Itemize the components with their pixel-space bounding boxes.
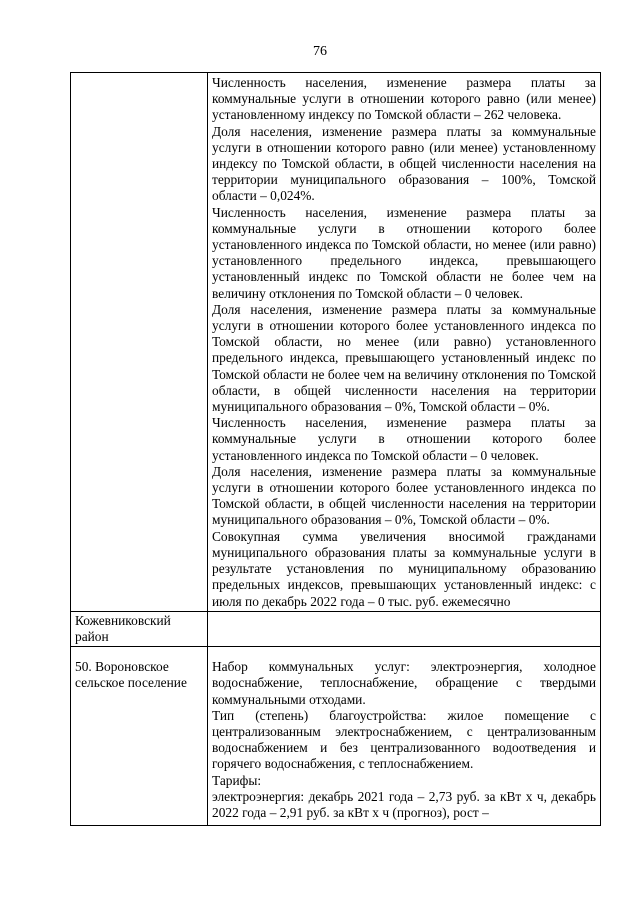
description-cell <box>208 611 601 646</box>
table-row <box>71 647 601 826</box>
page-number: 76 <box>313 44 327 59</box>
municipality-cell <box>71 73 208 612</box>
paragraph: Тип (степень) благоустройства: жилое помещение с централизованным электроснабжением, с централизованным водоснабжением и без централизованного водоотведения и горячего водоснабжения, с теплоснабжением. <box>212 707 596 772</box>
paragraph: Доля населения, изменение размера платы за коммунальные услуги в отношении которого более установленного индекса по Томской области, в общей численности населения на территории муниципального образования – 0%, Томской области – 0%. <box>212 463 596 528</box>
data-table <box>70 72 601 826</box>
table-row <box>71 611 601 646</box>
description-cell <box>208 73 601 612</box>
paragraph: Доля населения, изменение размера платы за коммунальные услуги в отношении которого равно (или менее) установленному индексу по Томской области, в общей численности населения на территории муниципального образования – 100%, Томской области – 0,024%. <box>212 123 596 204</box>
paragraph: электроэнергия: декабрь 2021 года – 2,73 руб. за кВт х ч, декабрь 2022 года – 2,91 руб. за кВт х ч (прогноз), рост – <box>212 788 596 820</box>
paragraph: Численность населения, изменение размера платы за коммунальные услуги в отношении которого более установленного индекса по Томской области – 0 человек. <box>212 415 596 463</box>
paragraph: Доля населения, изменение размера платы за коммунальные услуги в отношении которого более установленного индекса по Томской области, но менее (или равно) установленного предельного индекса, превышающего установленный индекс по Томской области не более чем на величину отклонения по Томской области, в общей численности населения на территории муниципального образования – 0%, Томской области – 0%. <box>212 301 596 415</box>
municipality-cell: 50. Вороновское сельское поселение <box>71 647 208 826</box>
paragraph: Численность населения, изменение размера платы за коммунальные услуги в отношении которого равно (или менее) установленному индексу по Томской области – 262 человека. <box>212 75 596 123</box>
paragraph: Совокупная сумма увеличения вносимой гражданами муниципального образования платы за коммунальные услуги в результате установления по муниципальному образованию предельных индексов, превышающих установленный индекс: с июля по декабрь 2022 года – 0 тыс. руб. ежемесячно <box>212 528 596 609</box>
paragraph: Тарифы: <box>212 772 262 788</box>
table-row <box>71 73 601 612</box>
district-heading-cell: Кожевниковский район <box>71 611 208 646</box>
paragraph: Численность населения, изменение размера платы за коммунальные услуги в отношении которого более установленного индекса по Томской области, но менее (или равно) установленного предельного индекса, превышающего установленный индекс по Томской области не более чем на величину отклонения по Томской области – 0 человек. <box>212 204 596 301</box>
paragraph: Набор коммунальных услуг: электроэнергия, холодное водоснабжение, теплоснабжение, обращение с твердыми коммунальными отходами. <box>212 659 596 707</box>
description-cell <box>208 647 601 826</box>
